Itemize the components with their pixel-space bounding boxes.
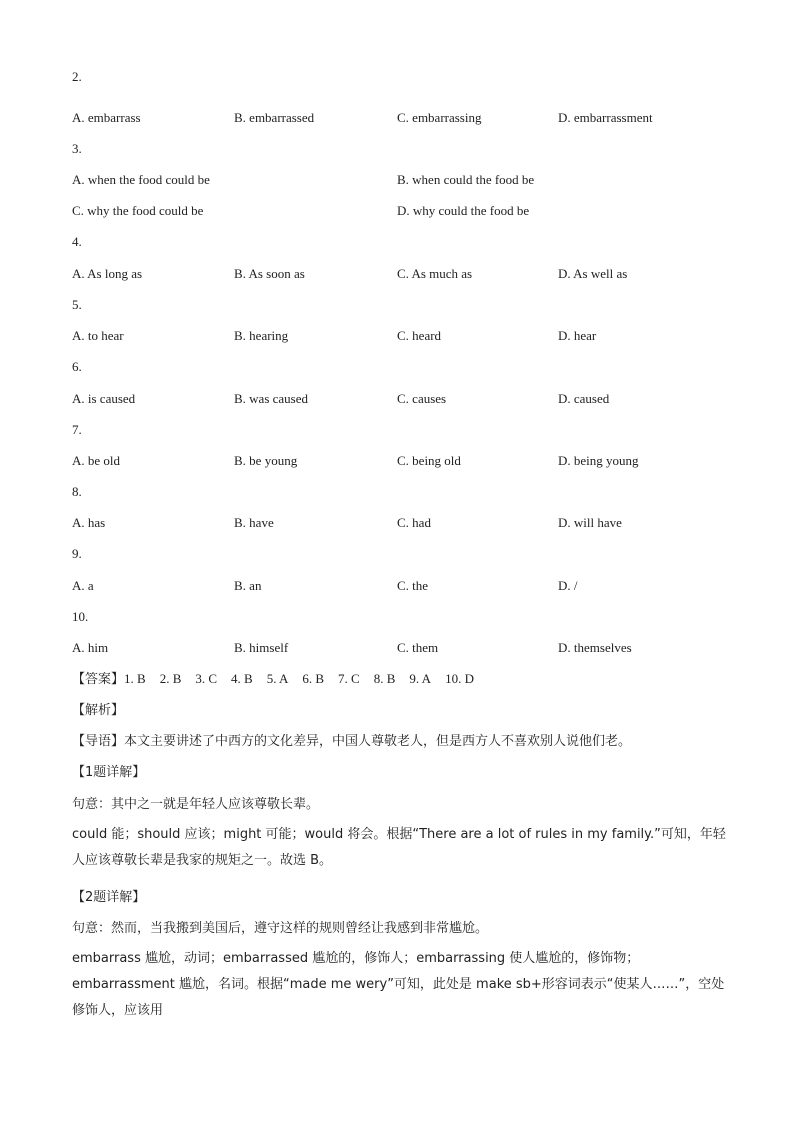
option-c: C. them xyxy=(397,640,439,655)
answer-label: 【答案】 xyxy=(72,672,125,687)
option-a: A. when the food could be xyxy=(72,172,210,187)
option-a: A. has xyxy=(72,515,106,530)
options-row xyxy=(72,639,722,657)
option-a: A. a xyxy=(72,578,94,593)
option-b: B. hearing xyxy=(234,328,289,343)
options-row xyxy=(72,171,722,189)
answer-item: 5. A xyxy=(266,671,289,686)
answer-key xyxy=(72,670,488,689)
q1-title: 【1题详解】 xyxy=(72,765,146,780)
options-row xyxy=(72,577,722,595)
option-b: B. embarrassed xyxy=(234,110,315,125)
option-c: C. As much as xyxy=(397,266,473,281)
options-row xyxy=(72,514,722,532)
q1-explanation: could 能；should 应该；might 可能；would 将会。根据“There are a lot of rules in my family.”可知，年轻人应该尊敬长辈是我家的规矩之一。故选 B。 xyxy=(72,827,726,868)
options-row xyxy=(72,202,722,220)
option-a: A. be old xyxy=(72,453,121,468)
question-number: 5. xyxy=(72,297,82,312)
options-row xyxy=(72,265,722,283)
answer-item: 6. B xyxy=(302,671,325,686)
option-a: A. embarrass xyxy=(72,110,141,125)
question-number: 10. xyxy=(72,609,89,624)
question-number: 7. xyxy=(72,422,82,437)
options-row xyxy=(72,109,722,127)
option-a: A. is caused xyxy=(72,391,136,406)
intro-text: 【导语】本文主要讲述了中西方的文化差异，中国人尊敬老人，但是西方人不喜欢别人说他们老。 xyxy=(72,734,632,749)
option-d: D. / xyxy=(558,578,578,593)
options-row xyxy=(72,327,722,345)
option-a: A. to hear xyxy=(72,328,124,343)
q2-title: 【2题详解】 xyxy=(72,890,146,905)
option-c: C. the xyxy=(397,578,429,593)
option-c: C. causes xyxy=(397,391,447,406)
option-c: C. heard xyxy=(397,328,442,343)
question-number: 2. xyxy=(72,69,82,84)
option-c: C. being old xyxy=(397,453,461,468)
q1-meaning: 句意：其中之一就是年轻人应该尊敬长辈。 xyxy=(72,797,320,812)
question-number: 6. xyxy=(72,359,82,374)
option-b: B. As soon as xyxy=(234,266,305,281)
q2-explanation: embarrass 尴尬，动词；embarrassed 尴尬的，修饰人；embarrassing 使人尴尬的，修饰物；embarrassment 尴尬，名词。根据“made me wery”可知，此处是 make sb+形容词表示“使某人……”，空处修饰人，应该用 xyxy=(72,951,725,1018)
question-number: 4. xyxy=(72,234,82,249)
option-d: D. caused xyxy=(558,391,610,406)
answer-item: 1. B xyxy=(124,671,146,686)
option-b: B. have xyxy=(234,515,274,530)
question-number: 3. xyxy=(72,141,82,156)
options-row xyxy=(72,452,722,470)
option-c: C. embarrassing xyxy=(397,110,482,125)
answer-item: 4. B xyxy=(231,671,253,686)
option-c: C. had xyxy=(397,515,431,530)
option-d: D. As well as xyxy=(558,266,628,281)
answer-item: 9. A xyxy=(409,671,432,686)
q2-meaning: 句意：然而，当我搬到美国后，遵守这样的规则曾经让我感到非常尴尬。 xyxy=(72,921,489,936)
option-d: D. will have xyxy=(558,515,622,530)
answer-item: 2. B xyxy=(159,671,182,686)
option-d: D. why could the food be xyxy=(397,203,530,218)
option-b: B. himself xyxy=(234,640,289,655)
options-row xyxy=(72,390,722,408)
option-d: D. hear xyxy=(558,328,597,343)
option-d: D. themselves xyxy=(558,640,632,655)
answer-item: 3. C xyxy=(195,671,218,686)
option-b: B. was caused xyxy=(234,391,309,406)
question-number: 8. xyxy=(72,484,82,499)
answer-item: 8. B xyxy=(373,671,396,686)
answer-item: 7. C xyxy=(338,671,360,686)
answer-item: 10. D xyxy=(445,671,474,686)
option-d: D. being young xyxy=(558,453,639,468)
option-c: C. why the food could be xyxy=(72,203,204,218)
question-number: 9. xyxy=(72,546,82,561)
option-a: A. As long as xyxy=(72,266,143,281)
option-b: B. an xyxy=(234,578,262,593)
option-b: B. when could the food be xyxy=(397,172,535,187)
option-a: A. him xyxy=(72,640,109,655)
option-b: B. be young xyxy=(234,453,298,468)
option-d: D. embarrassment xyxy=(558,110,653,125)
analysis-label: 【解析】 xyxy=(72,703,125,718)
